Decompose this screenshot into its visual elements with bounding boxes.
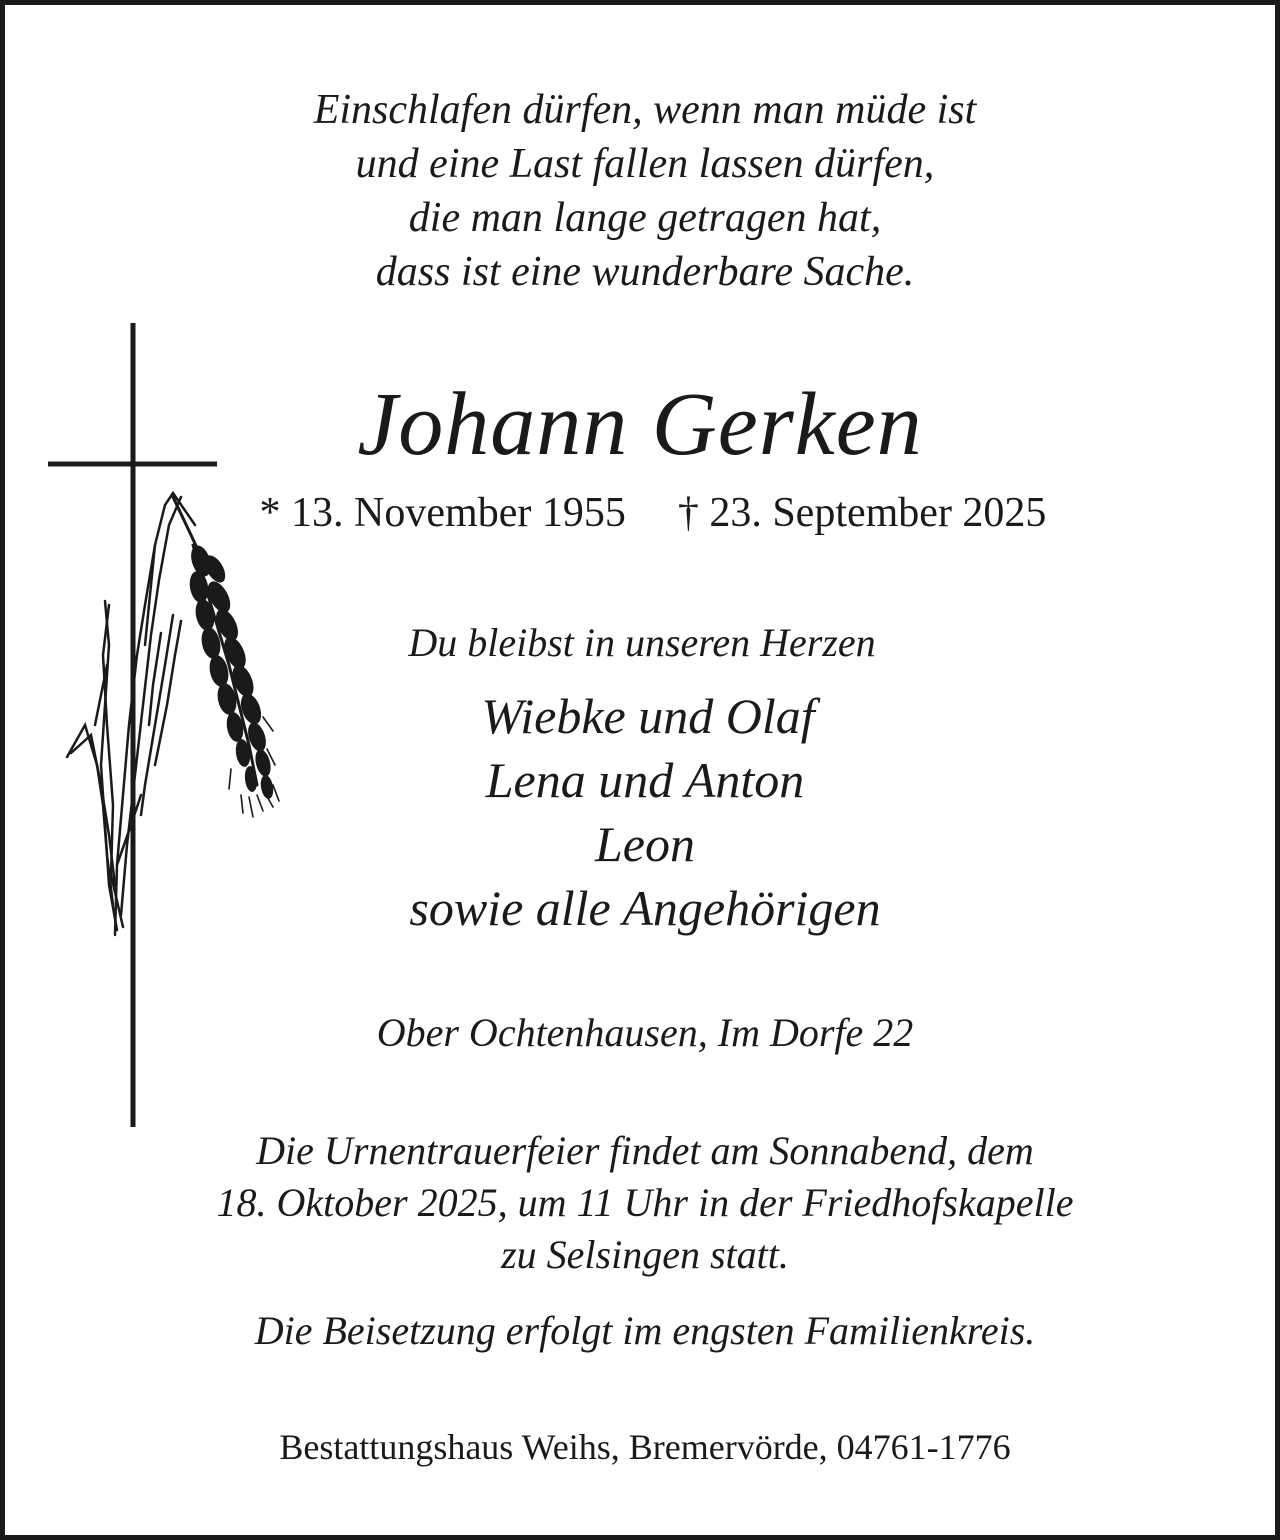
ceremony-line: zu Selsingen statt. [501,1232,789,1277]
mourner-line: Leon [595,816,695,872]
mourner-line: sowie alle Angehörigen [409,880,881,936]
mourner-line: Lena und Anton [485,752,805,808]
life-dates [13,489,1280,537]
poem-line: die man lange getragen hat, [408,195,882,241]
poem-line: dass ist eine wunderbare Sache. [375,249,915,295]
ceremony-line: 18. Oktober 2025, um 11 Uhr in der Friedhofskapelle [216,1180,1074,1225]
poem-line: und eine Last fallen lassen dürfen, [355,141,935,187]
ceremony-line: Die Urnentrauerfeier findet am Sonnabend, dem [256,1128,1034,1173]
poem-line: Einschlafen dürfen, wenn man müde ist [313,87,977,133]
remembrance-phrase: Du bleibst in unseren Herzen [408,620,876,665]
birth-date: * 13. November 1955 [259,490,626,536]
undertaker-info: Bestattungshaus Weihs, Bremervörde, 04761-1776 [279,1427,1011,1467]
death-date: † 23. September 2025 [677,490,1047,536]
deceased-name: Johann Gerken [357,375,923,474]
mourner-address: Ober Ochtenhausen, Im Dorfe 22 [376,1010,914,1055]
burial-note: Die Beisetzung erfolgt im engsten Familienkreis. [254,1308,1036,1353]
mourner-line: Wiebke und Olaf [481,688,815,744]
